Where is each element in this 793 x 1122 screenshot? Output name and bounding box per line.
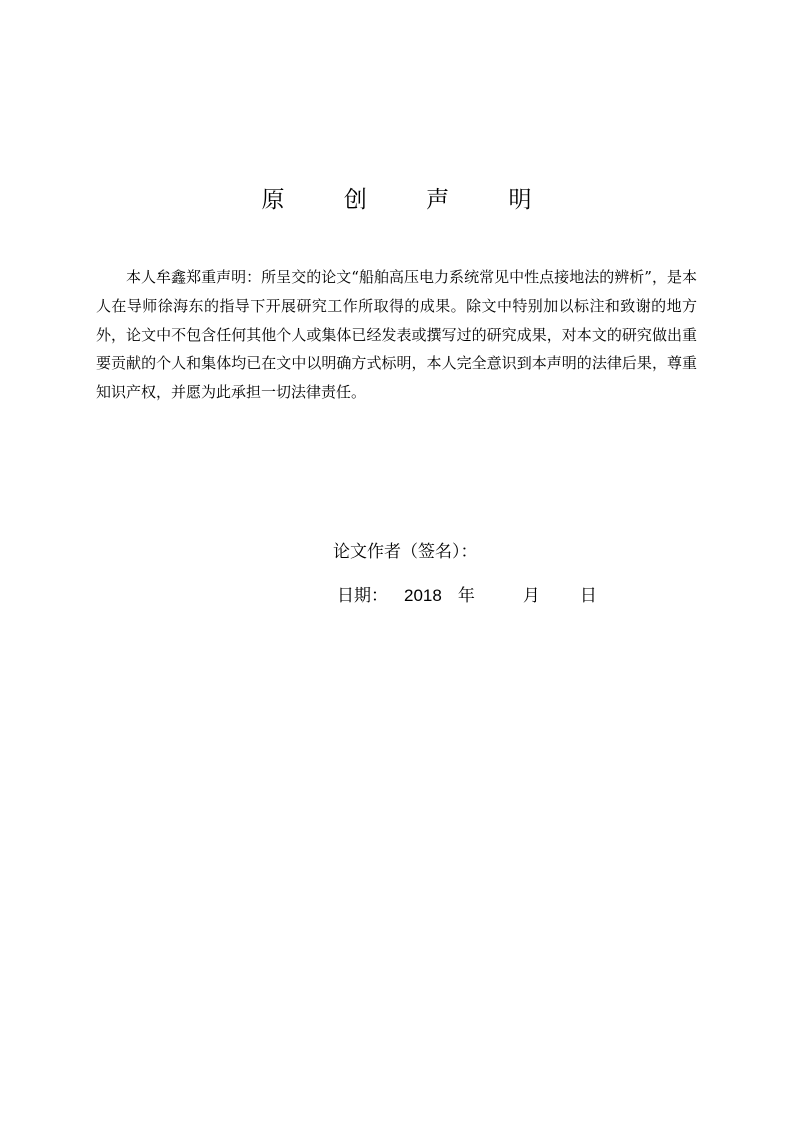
signature-line xyxy=(333,538,478,566)
date-line xyxy=(337,582,597,610)
date-day-unit: 日 xyxy=(579,586,597,606)
date-year: 2018 xyxy=(404,586,442,605)
date-year-unit: 年 xyxy=(457,586,475,606)
date-month-unit: 月 xyxy=(522,586,540,606)
signature-label: 论文作者（签名）： xyxy=(333,542,478,562)
page-title: 原 创 声 明 xyxy=(261,187,558,213)
date-label: 日期： xyxy=(337,586,388,606)
declaration-paragraph: 本人牟鑫郑重声明：所呈交的论文“船舶高压电力系统常见中性点接地法的辨析”，是本人在导师徐海东的指导下开展研究工作所取得的成果。除文中特别加以标注和致谢的地方外，论文中不包含任何其他个人或集体已经发表或撰写过的研究成果，对本文的研究做出重要贡献的个人和集体均已在文中以明确方式标明，本人完全意识到本声明的法律后果，尊重知识产权，并愿为此承担一切法律责任。 xyxy=(96,268,697,402)
